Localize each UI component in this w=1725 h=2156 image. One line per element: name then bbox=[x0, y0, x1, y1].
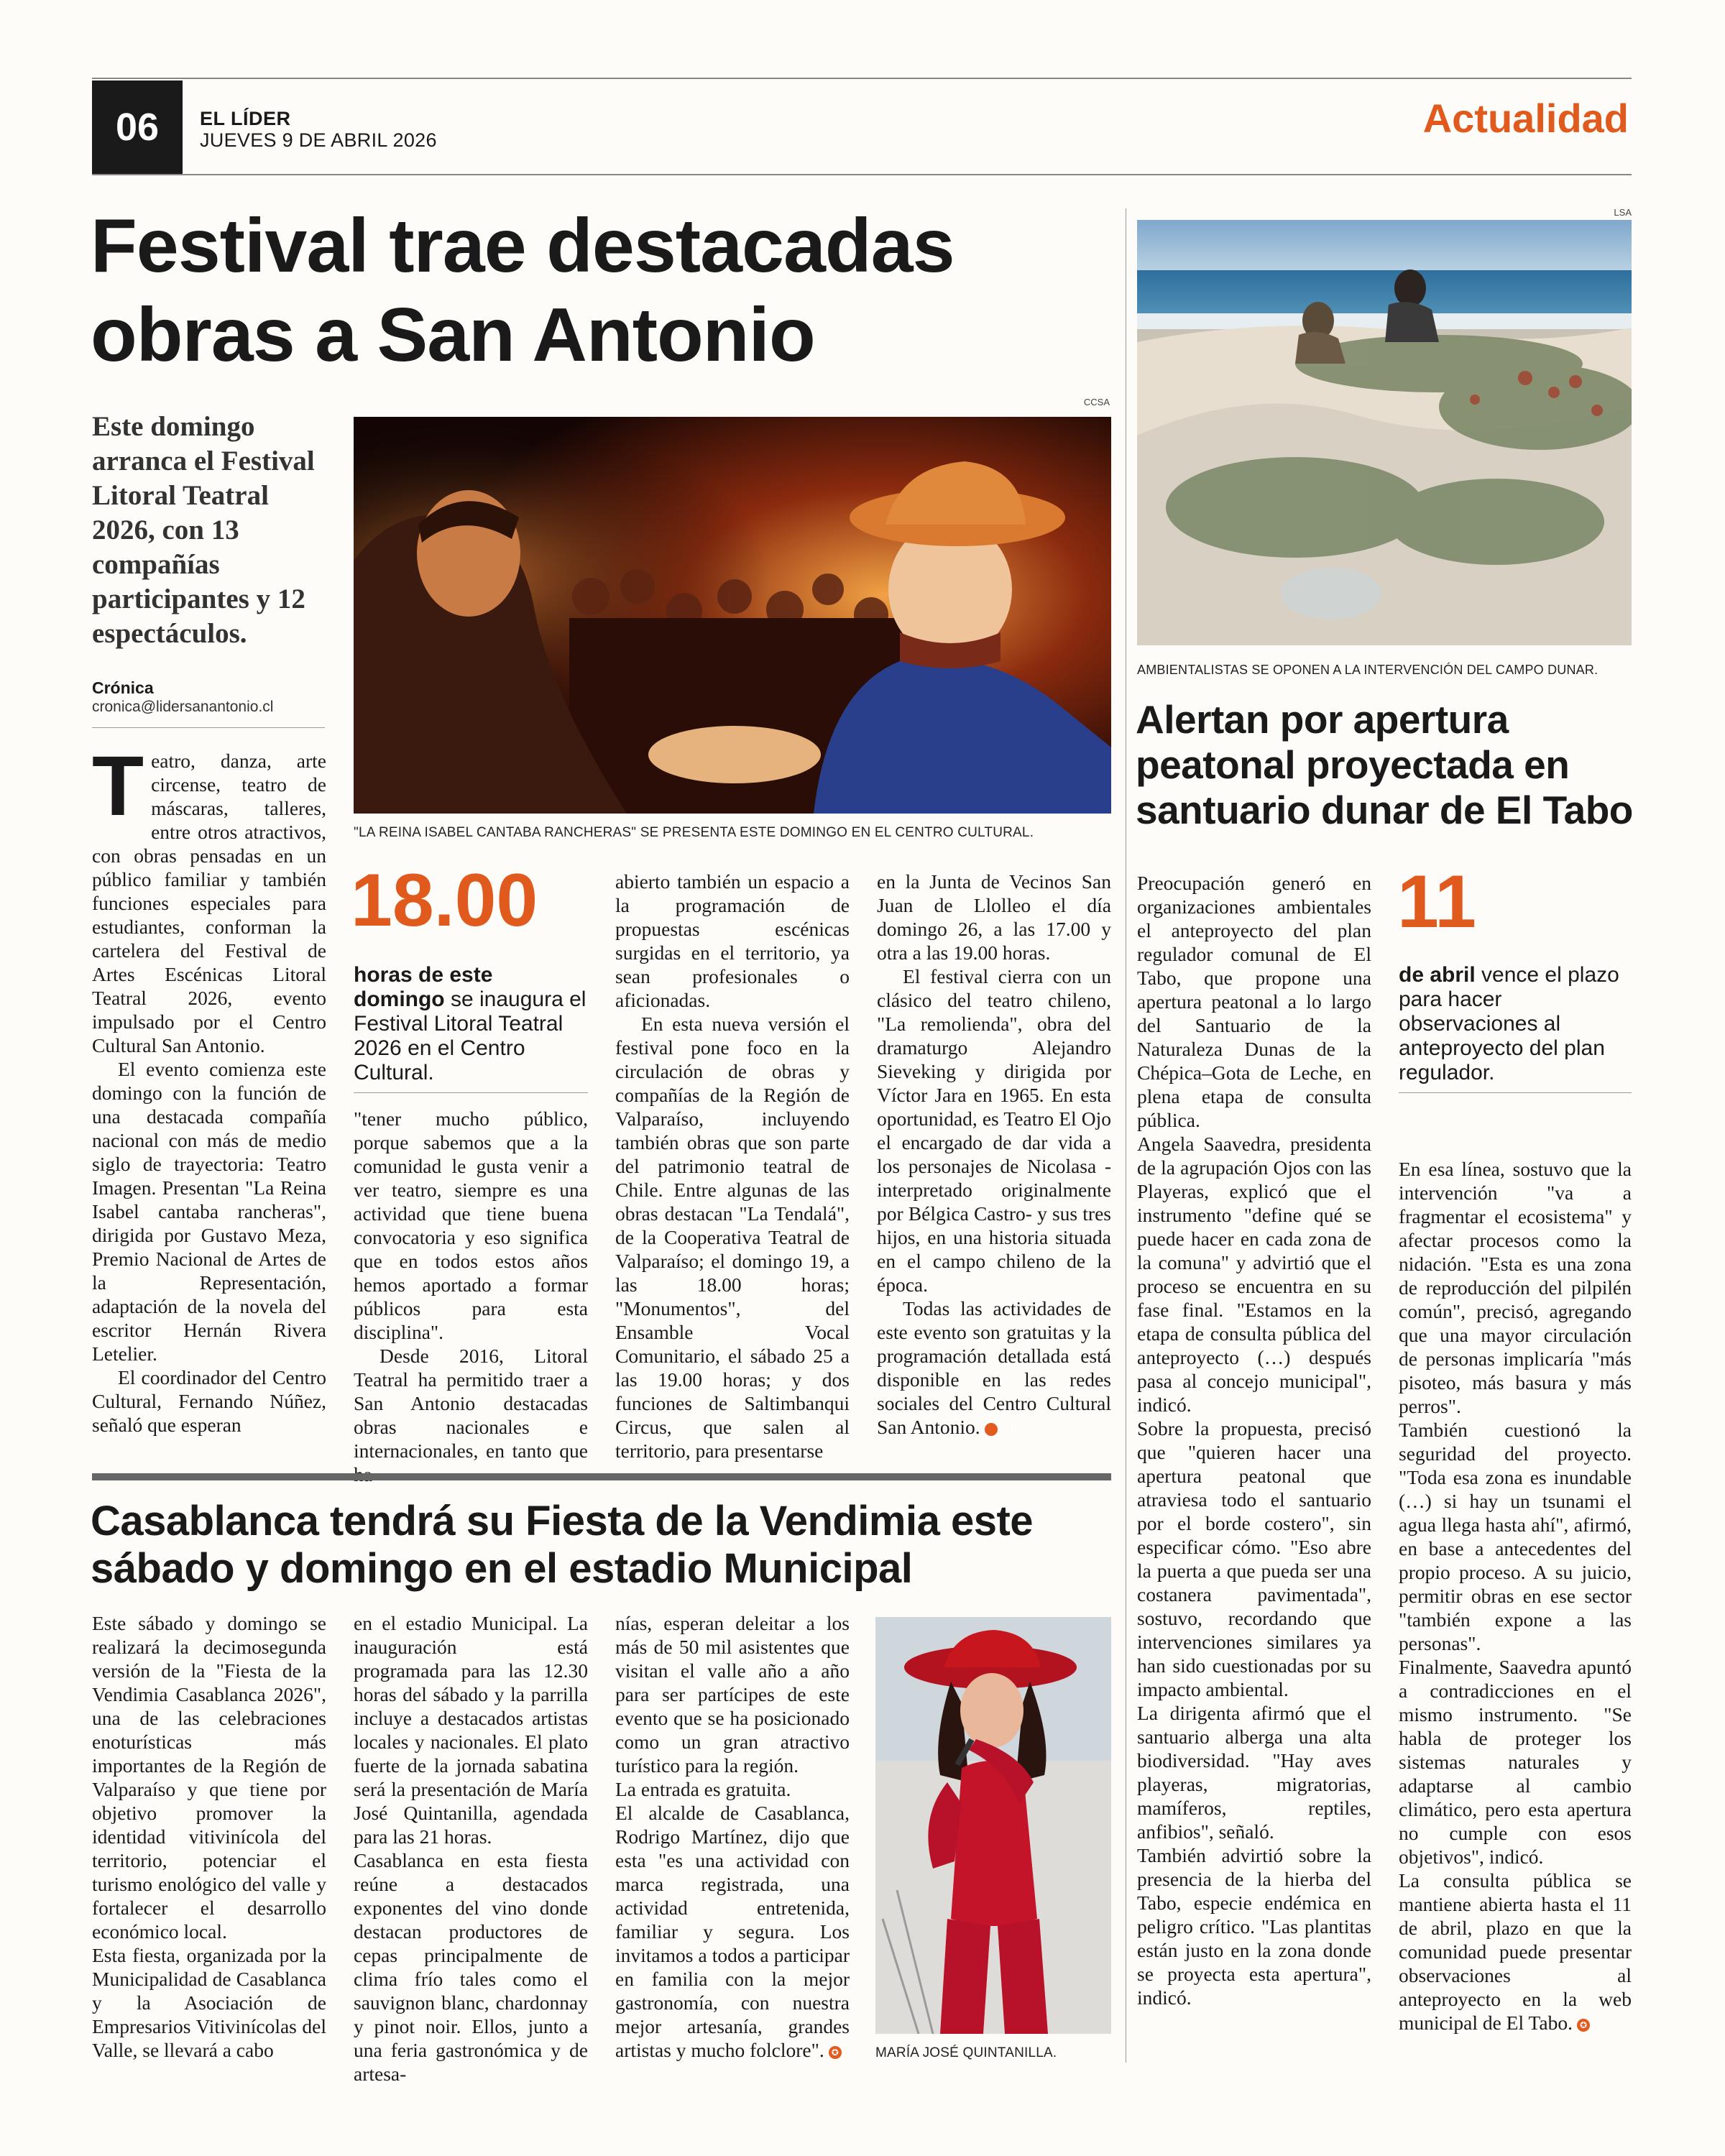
side-colB-p3: Finalmente, Saavedra apuntó a contradicciones en el mismo instrumento. "Se habla de proteger los sistemas naturales y adaptarse al cambio climático, pero esta apertura no cumple con esos objetivos", indicó. bbox=[1399, 1656, 1632, 1868]
main-col-1 bbox=[92, 739, 326, 1437]
side-col-a bbox=[1137, 871, 1371, 2009]
side-photo bbox=[1137, 220, 1632, 645]
end-mark-icon: ✪ bbox=[1577, 2019, 1590, 2032]
bottom-headline bbox=[91, 1498, 1118, 1593]
end-mark-icon: ✪ bbox=[829, 2046, 842, 2059]
side-photo-credit: LSA bbox=[1614, 207, 1632, 218]
main-lead: Este domingo arranca el Festival Litoral Teatral 2026, con 13 compañías participantes y 12 espectáculos. bbox=[92, 411, 315, 649]
byline: Crónica bbox=[92, 678, 154, 697]
main-col2-p1: "tener mucho público, porque sabemos que a la comunidad le gusta venir a ver teatro, siempre es una actividad que tiene buena convocatoria y eso significa que en todos estos años hemos aportado a formar públicos para esta disciplina". bbox=[354, 1107, 588, 1343]
main-col-3 bbox=[615, 870, 850, 1462]
side-colA-p1: Preocupación generó en organizaciones ambientales el anteproyecto del plan regulador comunal de El Tabo, que propone una apertura peatonal a lo largo del Santuario de la Naturaleza Dunas de la Chépica–Gota de Leche, en plena etapa de consulta pública. bbox=[1137, 872, 1371, 1131]
bottom-col-3 bbox=[615, 1611, 850, 2062]
dune-scene-illustration bbox=[1137, 220, 1632, 645]
main-col1-p2: El evento comienza este domingo con la función de una destacada compañía nacional con más de medio siglo de trayectoria: Teatro Imagen. Presentan "La Reina Isabel cantaba rancheras", dirigida por Gustavo Meza, Premio Nacional de Artes de la Representación, adaptación de la novela del escritor Hernán Rivera Letelier. bbox=[92, 1058, 326, 1365]
side-photo-caption: AMBIENTALISTAS SE OPONEN A LA INTERVENCIÓN DEL CAMPO DUNAR. bbox=[1137, 663, 1598, 677]
stat-box-1800 bbox=[354, 963, 588, 1085]
main-headline-line2: obras a San Antonio bbox=[91, 292, 815, 377]
stat-bold-11: de abril bbox=[1399, 963, 1476, 987]
side-colA-p3: Sobre la propuesta, precisó que "quieren hacer una apertura peatonal que atraviesa todo el santuario por el borde costero", sin especificar cómo. "Eso abre la puerta a que pueda ser una costanera pavimentada", sostuvo, recordando que intervenciones similares ya han sido cuestionadas por su impacto ambiental. bbox=[1137, 1417, 1371, 1700]
main-col-2 bbox=[354, 1107, 588, 1486]
main-col4-p2: El festival cierra con un clásico del teatro chileno, "La remolienda", obra del dramaturgo Alejandro Sieveking y dirigida por Víctor Jara en 1965. En esta oportunidad, es Teatro El Ojo el encargado de dar vida a los personajes de Nicolasa -interpretado originalmente por Bélgica Castro- y sus tres hijos, en una historia situada en el campo chileno de la época. bbox=[877, 965, 1111, 1296]
paper-name: EL LÍDER bbox=[200, 108, 291, 129]
singer-illustration bbox=[875, 1617, 1111, 2034]
bottom-col2-p2: Casablanca en esta fiesta reúne a destacados exponentes del vino donde destacan productores de cepas principalmente de clima frío tales como el sauvignon blanc, chardonnay y pinot noir. Ellos, junto a una feria gastronómica y de artesa- bbox=[354, 1849, 588, 2085]
side-headline: Alertan por apertura peatonal proyectada en santuario dunar de El Tabo bbox=[1136, 697, 1633, 832]
stat-bold-1800: horas de este domingo bbox=[354, 963, 493, 1011]
main-headline-line1: Festival trae destacadas bbox=[91, 203, 954, 288]
side-col-b bbox=[1399, 1157, 1632, 2035]
section-separator bbox=[92, 1473, 1111, 1480]
main-col4-p3: Todas las actividades de este evento son gratuitas y la programación detallada está disponible en las redes sociales del Centro Cultural San Antonio. bbox=[877, 1297, 1111, 1438]
main-col1-p3: El coordinador del Centro Cultural, Fernando Núñez, señaló que esperan bbox=[92, 1366, 326, 1436]
bottom-col-1 bbox=[92, 1611, 326, 2062]
main-photo-credit: CCSA bbox=[1083, 397, 1110, 407]
stat-text-11: vence el plazo para hacer observaciones al anteproyecto del plan regulador. bbox=[1399, 963, 1619, 1084]
side-colB-p2: También cuestionó la seguridad del proyecto. "Toda esa zona es inundable (…) si hay un tsunami el agua llega hasta ahí", afirmó, en base a antecedentes del propio proceso. A su juicio, permitir obras en ese sector "también expone a las personas". bbox=[1399, 1419, 1632, 1654]
side-colA-p4: La dirigenta afirmó que el santuario alberga una alta biodiversidad. "Hay aves playeras, migratorias, mamíferos, reptiles, anfibios", señaló. bbox=[1137, 1702, 1371, 1843]
side-colA-p5: También advirtió sobre la presencia de la hierba del Tabo, especie endémica en peligro crítico. "Las plantitas están justo en la zona donde se proyecta esta apertura", indicó. bbox=[1137, 1844, 1371, 2009]
main-photo-caption: "LA REINA ISABEL CANTABA RANCHERAS" SE PRESENTA ESTE DOMINGO EN EL CENTRO CULTURAL. bbox=[354, 825, 1034, 840]
page-number: 06 bbox=[115, 106, 160, 149]
header-bottom-rule bbox=[92, 174, 1632, 175]
bottom-photo-caption: MARÍA JOSÉ QUINTANILLA. bbox=[875, 2045, 1057, 2060]
bottom-col2-p1: en el estadio Municipal. La inauguración está programada para las 12.30 horas del sábado y la parrilla incluye a destacados artistas locales y nacionales. El plato fuerte de la jornada sabatina será la presentación de María José Quintanilla, agendada para las 21 horas. bbox=[354, 1612, 588, 1848]
section-name: Actualidad bbox=[1422, 96, 1629, 141]
page-number-box bbox=[92, 80, 183, 174]
side-colB-p1: En esa línea, sostuvo que la intervención "va a fragmentar el ecosistema" y afectar procesos como la nidación. "Esta es una zona de reproducción del pilpilén común", precisó, agregando que una mayor circulación de personas implicaría "más pisoteo, más basura y más perros". bbox=[1399, 1158, 1632, 1417]
stat-11-rule bbox=[1399, 1092, 1632, 1093]
main-col3-p1: abierto también un espacio a la programación de propuestas escénicas surgidas en el territorio, ya sean profesionales o aficionadas. bbox=[615, 870, 850, 1011]
bottom-col3-p1: nías, esperan deleitar a los más de 50 mil asistentes que visitan el valle año a año para ser partícipes de este evento que se ha posicionado como un gran atractivo turístico para la región. bbox=[615, 1612, 850, 1777]
bottom-col1-p2: Esta fiesta, organizada por la Municipalidad de Casablanca y la Asociación de Empresarios Vitivinícolas del Valle, se llevará a cabo bbox=[92, 1944, 326, 2061]
stat-number-11: 11 bbox=[1397, 860, 1476, 944]
main-col-4 bbox=[877, 870, 1111, 1439]
main-photo bbox=[354, 417, 1111, 814]
byline-email: cronica@lidersanantonio.cl bbox=[92, 699, 274, 715]
theatre-scene-illustration bbox=[354, 417, 1111, 814]
stat-box-11 bbox=[1399, 963, 1632, 1085]
bottom-col3-p2: La entrada es gratuita. bbox=[615, 1778, 791, 1800]
bottom-headline-line2: sábado y domingo en el estadio Municipal bbox=[91, 1545, 913, 1592]
top-rule bbox=[92, 78, 1632, 79]
bottom-photo bbox=[875, 1617, 1111, 2034]
drop-cap: T bbox=[92, 739, 144, 834]
bottom-col1-p1: Este sábado y domingo se realizará la decimosegunda versión de la "Fiesta de la Vendimia Casablanca 2026", una de las celebraciones enoturísticas más importantes de la Región de Valparaíso y que tiene por objetivo promover la identidad vitivinícola del territorio, potenciar el turismo enológico del valle y fortalecer el desarrollo económico local. bbox=[92, 1612, 326, 1943]
bottom-headline-line1: Casablanca tendrá su Fiesta de la Vendimia este bbox=[91, 1498, 1034, 1544]
main-col2-p2: Desde 2016, Litoral Teatral ha permitido traer a San Antonio destacadas obras nacionales e internacionales, en tanto que bbox=[354, 1345, 588, 1462]
stat-number-1800: 18.00 bbox=[351, 859, 538, 942]
byline-rule bbox=[92, 727, 325, 728]
issue-date: JUEVES 9 DE ABRIL 2026 bbox=[200, 129, 437, 151]
side-colB-p4: La consulta pública se mantiene abierta hasta el 11 de abril, plazo en que la comunidad puede presentar observaciones al anteproyecto en la web municipal de El Tabo. bbox=[1399, 1869, 1632, 2034]
main-col4-p1: en la Junta de Vecinos San Juan de Llolleo el día domingo 26, a las 17.00 y otra a las 19.00 horas. bbox=[877, 870, 1111, 964]
bottom-col3-p3: El alcalde de Casablanca, Rodrigo Martínez, dijo que esta "es una actividad con marca registrada, una actividad entretenida, familiar y segura. Los invitamos a todos a participar en familia con la mejor gastronomía, con nuestra mejor artesanía, grandes artistas y mucho folclore". bbox=[615, 1802, 850, 2061]
main-headline bbox=[91, 201, 1133, 379]
stat-rule bbox=[354, 1092, 588, 1093]
main-col1-p1: eatro, danza, arte circense, teatro de máscaras, talleres, entre otros atractivos, con obras pensadas en un público familiar y también funciones especiales para estudiantes, conforman la cartelera del Festival de Artes Escénicas Litoral Teatral 2026, evento impulsado por el Centro Cultural San Antonio. bbox=[92, 750, 326, 1056]
stat-text-1800: se inaugura el Festival Litoral Teatral 2026 en el Centro Cultural. bbox=[354, 987, 586, 1084]
side-colA-p2: Angela Saavedra, presidenta de la agrupación Ojos con las Playeras, explicó que el instrumento "define qué se puede hacer en cada zona de la comuna" y advirtió que el proceso se encuentra en su fase final. "Estamos en la etapa de consulta pública del anteproyecto (…) después pasa al concejo municipal", indicó. bbox=[1137, 1133, 1371, 1416]
end-mark-icon: ✪ bbox=[985, 1423, 998, 1436]
main-col3-p2: En esta nueva versión el festival pone foco en la circulación de obras y compañías de la Región de Valparaíso, incluyendo también obras que son parte del patrimonio teatral de Chile. Entre algunas de las obras destacan "La Tendalá", de la Cooperativa Teatral de Valparaíso; el domingo 19, a las 18.00 horas; "Monumentos", del Ensamble Vocal Comunitario, el sábado 25 a las 19.00 horas; y dos funciones de Saltimbanqui Circus, que salen al territorio, para presentarse bbox=[615, 1013, 850, 1462]
bottom-col-2 bbox=[354, 1611, 588, 2086]
